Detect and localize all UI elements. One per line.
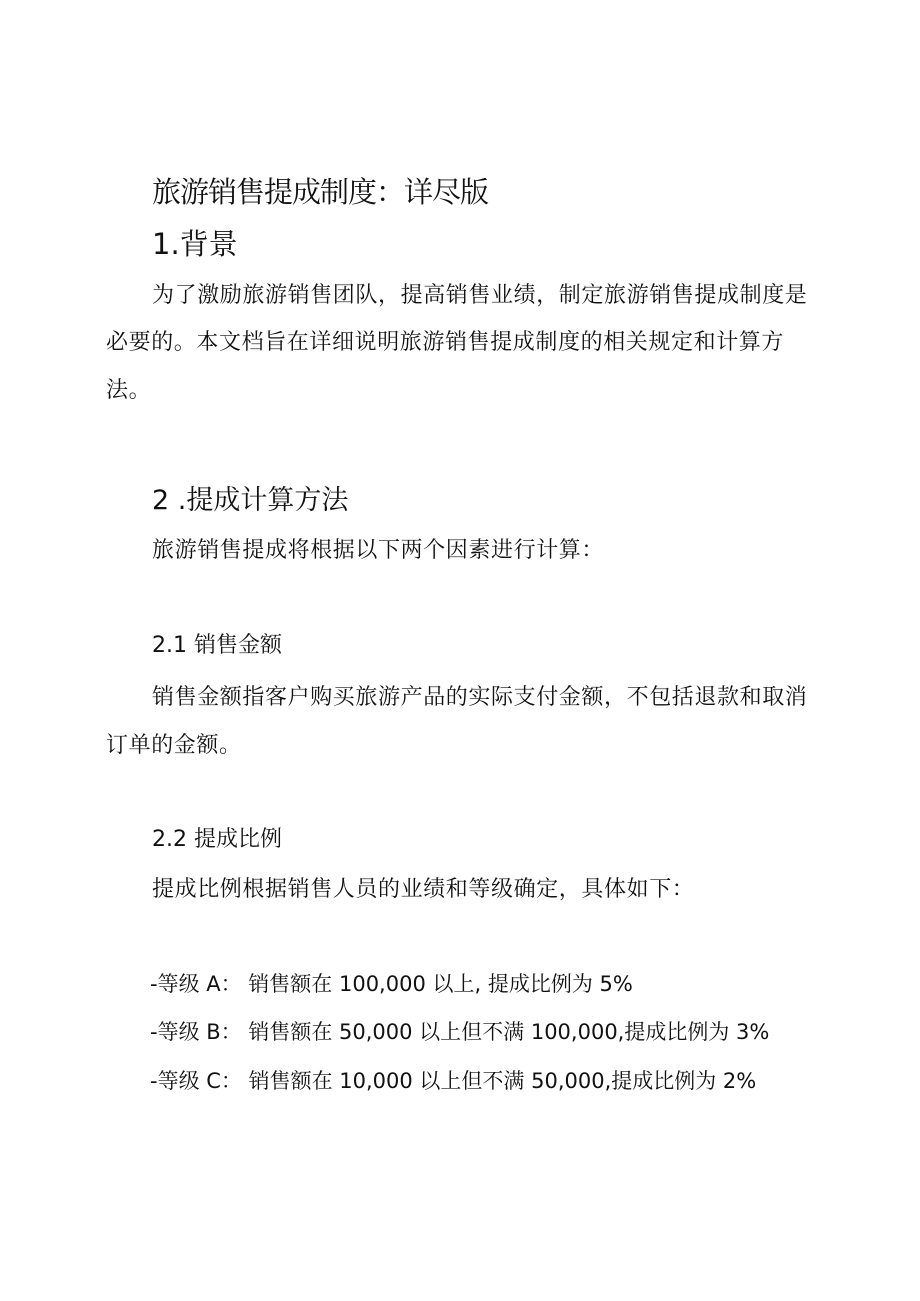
list-item-level-c: -等级 C： 销售额在 10,000 以上但不满 50,000,提成比例为 2% [150,1069,757,1093]
paragraph-line: 必要的。本文档旨在详细说明旅游销售提成制度的相关规定和计算方 [106,330,785,355]
list-item-level-b: -等级 B： 销售额在 50,000 以上但不满 100,000,提成比例为 3% [150,1020,770,1044]
document-title: 旅游销售提成制度：详尽版 [152,175,489,209]
list-item-level-a: -等级 A： 销售额在 100,000 以上, 提成比例为 5% [150,972,633,996]
section-heading-background: 1.背景 [152,227,238,261]
subsection-heading-commission-rate: 2.2 提成比例 [152,827,282,852]
paragraph-line: 为了激励旅游销售团队，提高销售业绩，制定旅游销售提成制度是 [152,283,808,308]
section-heading-calculation: 2 .提成计算方法 [152,485,349,516]
section-intro: 旅游销售提成将根据以下两个因素进行计算： [152,538,605,563]
paragraph-line: 法。 [106,378,152,403]
subsection-heading-sales-amount: 2.1 销售金额 [152,633,282,658]
paragraph-line: 销售金额指客户购买旅游产品的实际支付金额，不包括退款和取消 [152,685,808,710]
paragraph-line: 订单的金额。 [106,733,242,758]
subsection-intro: 提成比例根据销售人员的业绩和等级确定，具体如下： [152,877,695,902]
